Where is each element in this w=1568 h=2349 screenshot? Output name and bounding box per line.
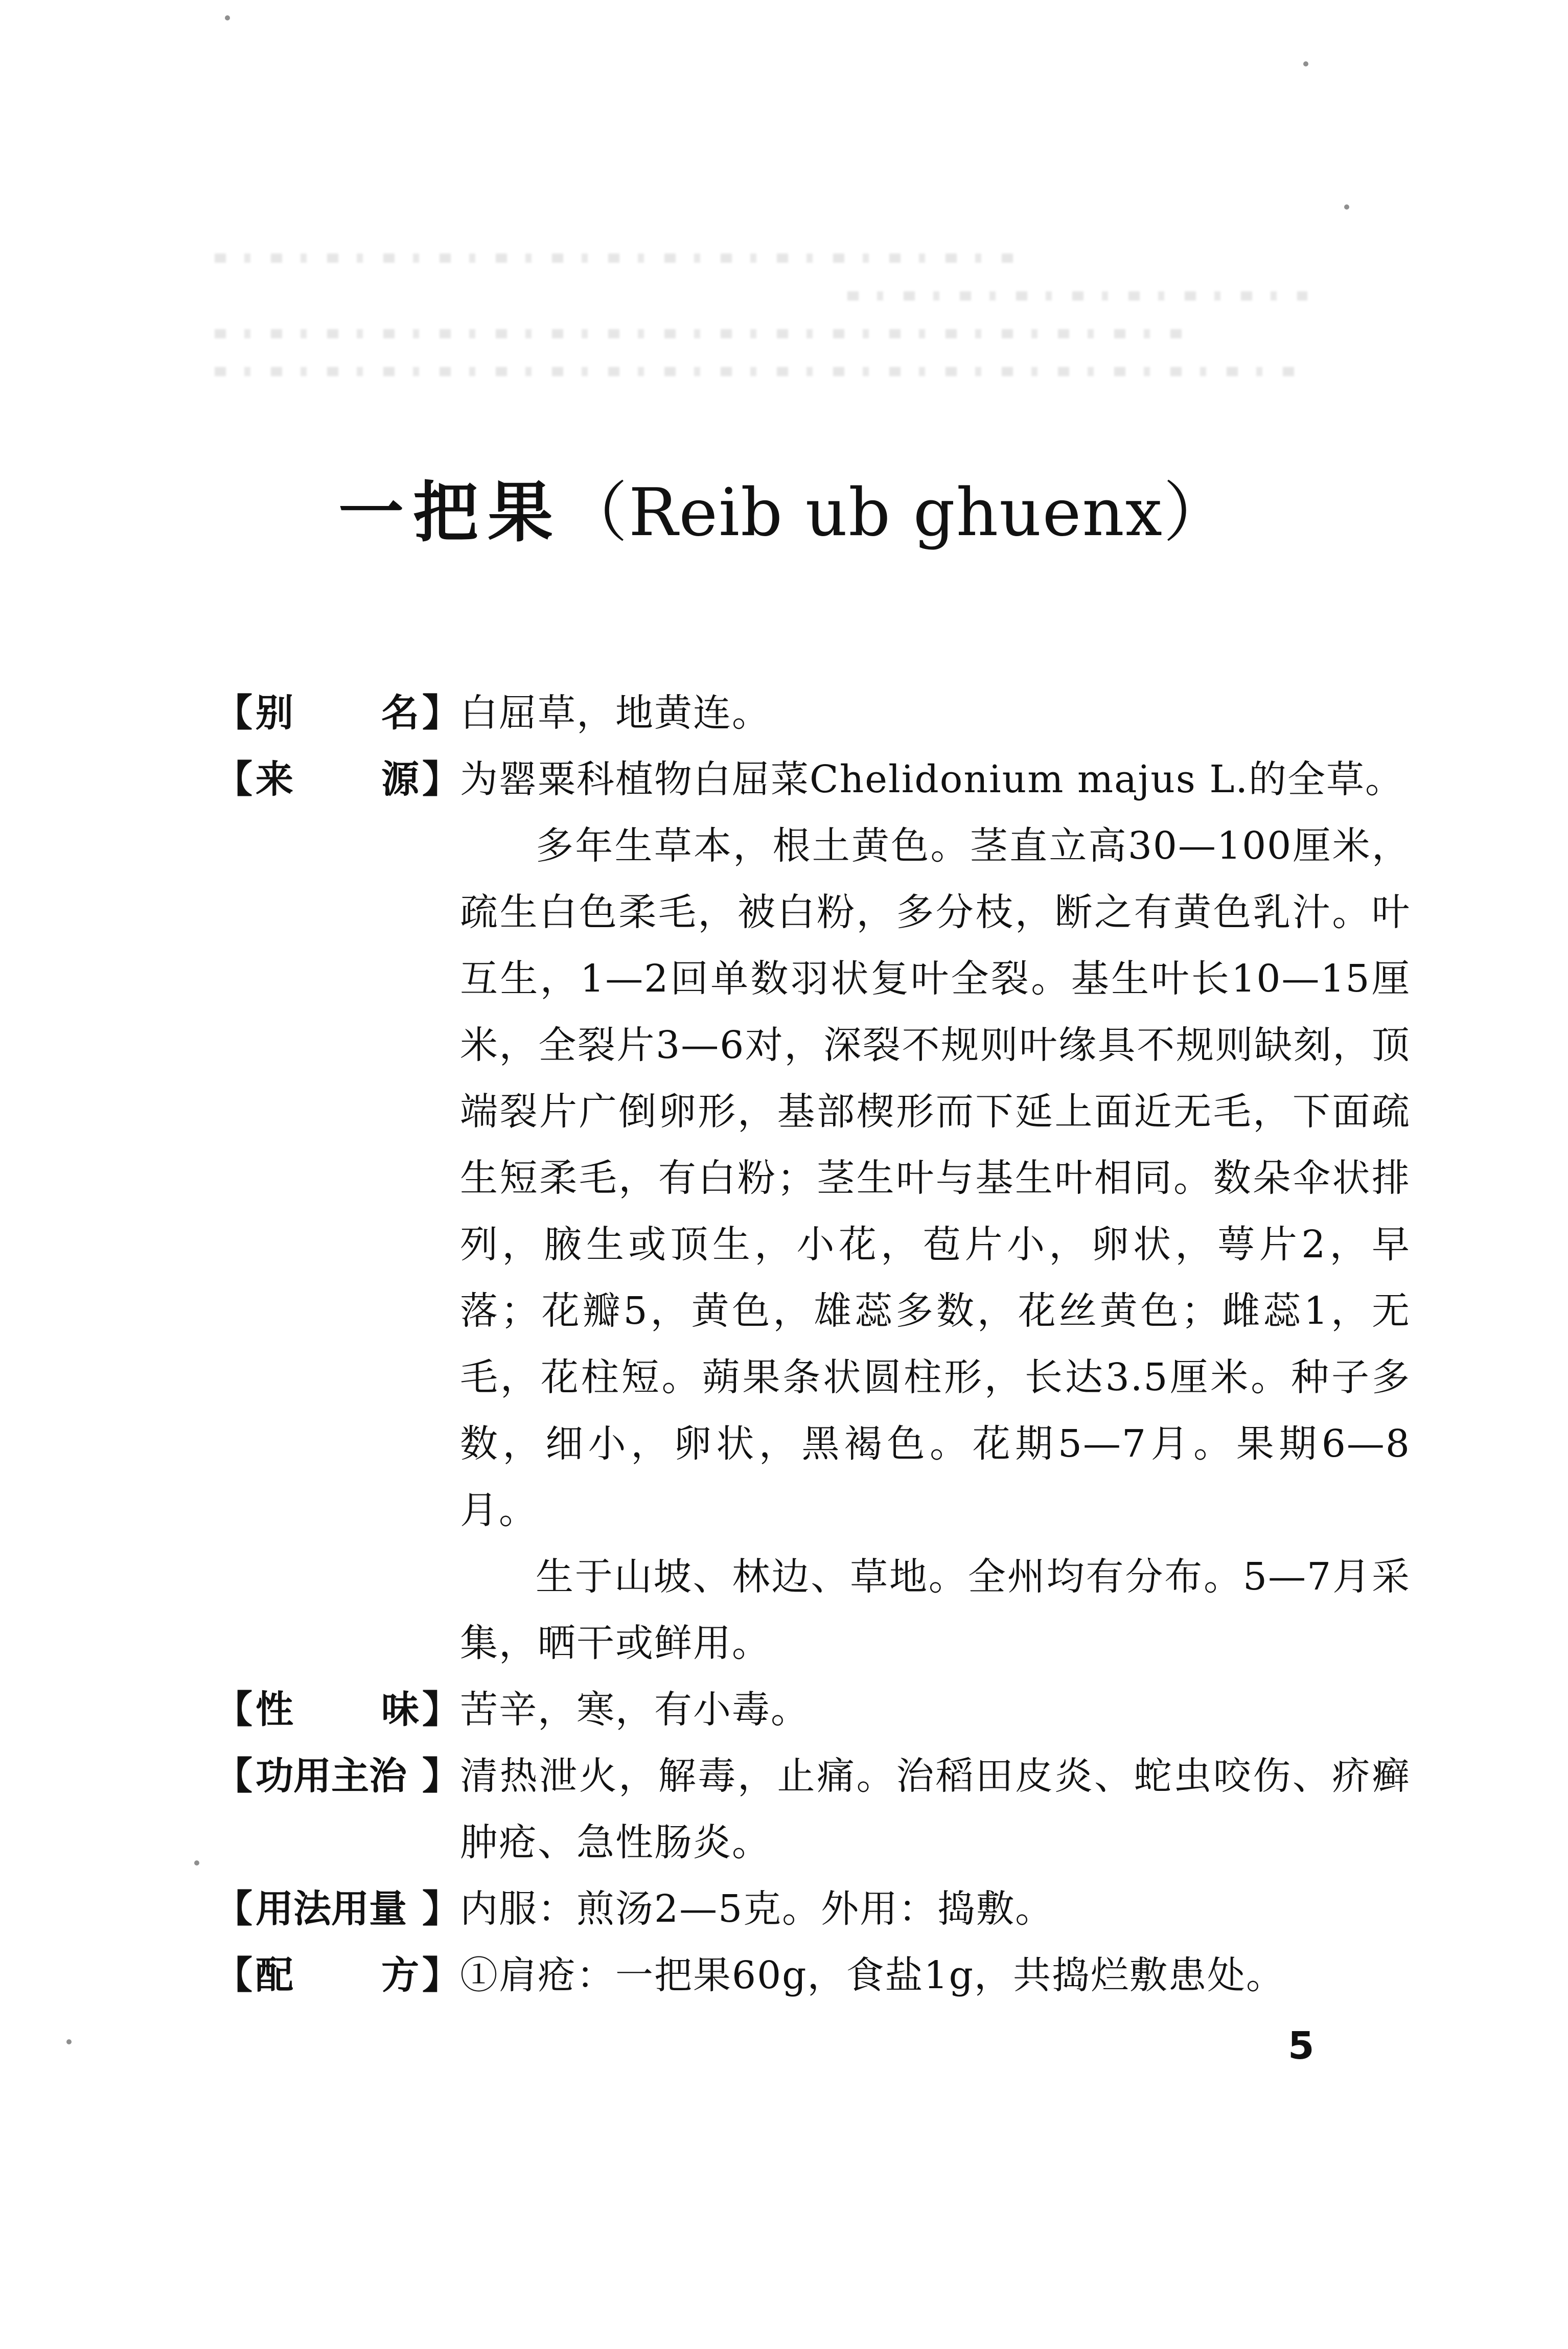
entry-label-left: 性 xyxy=(256,1688,293,1732)
entry-paragraph: 清热泄火，解毒，止痛。治稻田皮炎、蛇虫咬伤、疥癣肿疮、急性肠炎。 xyxy=(460,1754,1411,1864)
entry-paragraph: 内服：煎汤2—5克。外用：捣敷。 xyxy=(460,1887,1054,1931)
entry-label: 【 功用主治 】 xyxy=(215,1743,460,1809)
scan-speck xyxy=(225,15,230,20)
entry-label-left: 功用主治 xyxy=(256,1754,407,1798)
entry-label-right: 源 xyxy=(381,757,419,801)
title-latin: （Reib ub ghuenx） xyxy=(562,475,1230,551)
entry-body xyxy=(460,1743,1411,1876)
entry-taste xyxy=(215,1676,1411,1743)
page-number: 5 xyxy=(1288,2024,1315,2068)
page-title xyxy=(0,460,1568,554)
entry-body xyxy=(460,746,1411,1676)
entry-paragraph: 白屈草，地黄连。 xyxy=(460,691,771,735)
entry-function xyxy=(215,1743,1411,1876)
entry-label: 【 性 味 】 xyxy=(215,1676,460,1743)
entry-dosage xyxy=(215,1876,1411,1942)
entry-paragraph: 苦辛，寒，有小毒。 xyxy=(460,1688,810,1732)
scan-speck xyxy=(194,1860,199,1866)
entry-alias xyxy=(215,680,1411,746)
bleed-through-texture xyxy=(215,225,1365,470)
entry-body xyxy=(460,1942,1411,2009)
entry-paragraph-description: 多年生草本，根土黄色。茎直立高30—100厘米，疏生白色柔毛，被白粉，多分枝，断之有黄色乳汁。叶互生，1—2回单数羽状复叶全裂。基生叶长10—15厘米，全裂片3—6对，深裂不规则叶缘具不规则缺刻，顶端裂片广倒卵形，基部楔形而下延上面近无毛，下面疏生短柔毛，有白粉；茎生叶与基生叶相同。数朵伞状排列，腋生或顶生，小花，苞片小，卵状，萼片2，早落；花瓣5，黄色，雄蕊多数，花丝黄色；雌蕊1，无毛，花柱短。蒴果条状圆柱形，长达3.5厘米。种子多数，细小，卵状，黑褐色。花期5—7月。果期6—8月。 xyxy=(460,824,1411,1532)
entry-source xyxy=(215,746,1411,1676)
entry-label: 【 别 名 】 xyxy=(215,680,460,746)
entry-paragraph: 为罂粟科植物白屈菜Chelidonium majus L.的全草。 xyxy=(460,757,1404,801)
entry-label: 【 来 源 】 xyxy=(215,746,460,813)
entry-paragraph: ①肩疮：一把果60g，食盐1g，共捣烂敷患处。 xyxy=(460,1953,1285,1997)
entry-label-left: 来 xyxy=(256,757,293,801)
entry-paragraph-habitat: 生于山坡、林边、草地。全州均有分布。5—7月采集，晒干或鲜用。 xyxy=(460,1555,1411,1665)
entry-label-left: 配 xyxy=(256,1953,293,1997)
entry-label-left: 别 xyxy=(256,691,293,735)
entry-body xyxy=(460,680,1411,746)
entry-body xyxy=(460,1876,1411,1942)
title-chinese: 一把果 xyxy=(338,474,563,551)
entry-label-right: 方 xyxy=(381,1953,419,1997)
scan-speck xyxy=(66,2039,72,2044)
entry-list xyxy=(215,680,1411,2009)
entry-prescription xyxy=(215,1942,1411,2009)
entry-label: 【 配 方 】 xyxy=(215,1942,460,2009)
scan-speck xyxy=(1344,204,1349,210)
entry-body xyxy=(460,1676,1411,1743)
entry-label-left: 用法用量 xyxy=(256,1887,407,1931)
entry-label-right: 味 xyxy=(381,1688,419,1732)
entry-label: 【 用法用量 】 xyxy=(215,1876,460,1942)
scan-speck xyxy=(1303,61,1308,66)
entry-label-right: 名 xyxy=(381,691,419,735)
